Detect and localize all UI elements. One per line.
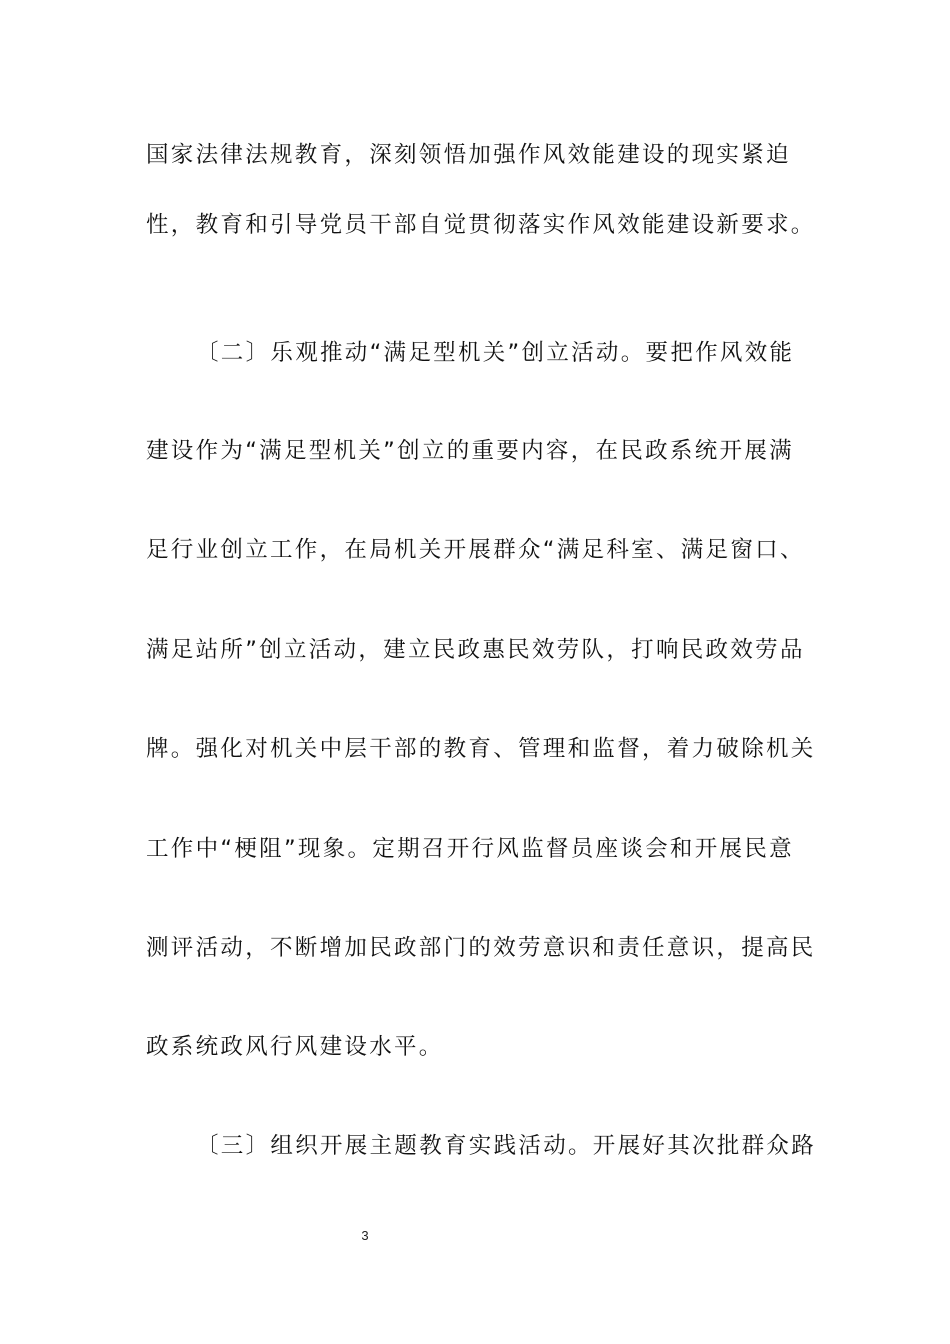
- text-line-3: 〔二〕乐观推动“满足型机关”创立活动。要把作风效能: [196, 340, 795, 366]
- text-line-8: 工作中“梗阻”现象。定期召开行风监督员座谈会和开展民意: [146, 836, 794, 862]
- text-line-6: 满足站所”创立活动，建立民政惠民效劳队，打响民政效劳品: [146, 637, 805, 663]
- text-line-5: 足行业创立工作，在局机关开展群众“满足科室、满足窗口、: [146, 537, 805, 563]
- text-line-4: 建设作为“满足型机关”创立的重要内容，在民政系统开展满: [146, 438, 794, 464]
- text-line-9: 测评活动，不断增加民政部门的效劳意识和责任意识，提高民: [146, 935, 816, 961]
- text-line-7: 牌。强化对机关中层干部的教育、管理和监督，着力破除机关: [146, 736, 816, 762]
- text-line-10: 政系统政风行风建设水平。: [146, 1034, 444, 1060]
- text-line-1: 国家法律法规教育，深刻领悟加强作风效能建设的现实紧迫: [146, 142, 791, 168]
- page-number: 3: [361, 1228, 369, 1243]
- text-line-2: 性，教育和引导党员干部自觉贯彻落实作风效能建设新要求。: [146, 212, 816, 238]
- text-line-11: 〔三〕组织开展主题教育实践活动。开展好其次批群众路: [196, 1133, 817, 1159]
